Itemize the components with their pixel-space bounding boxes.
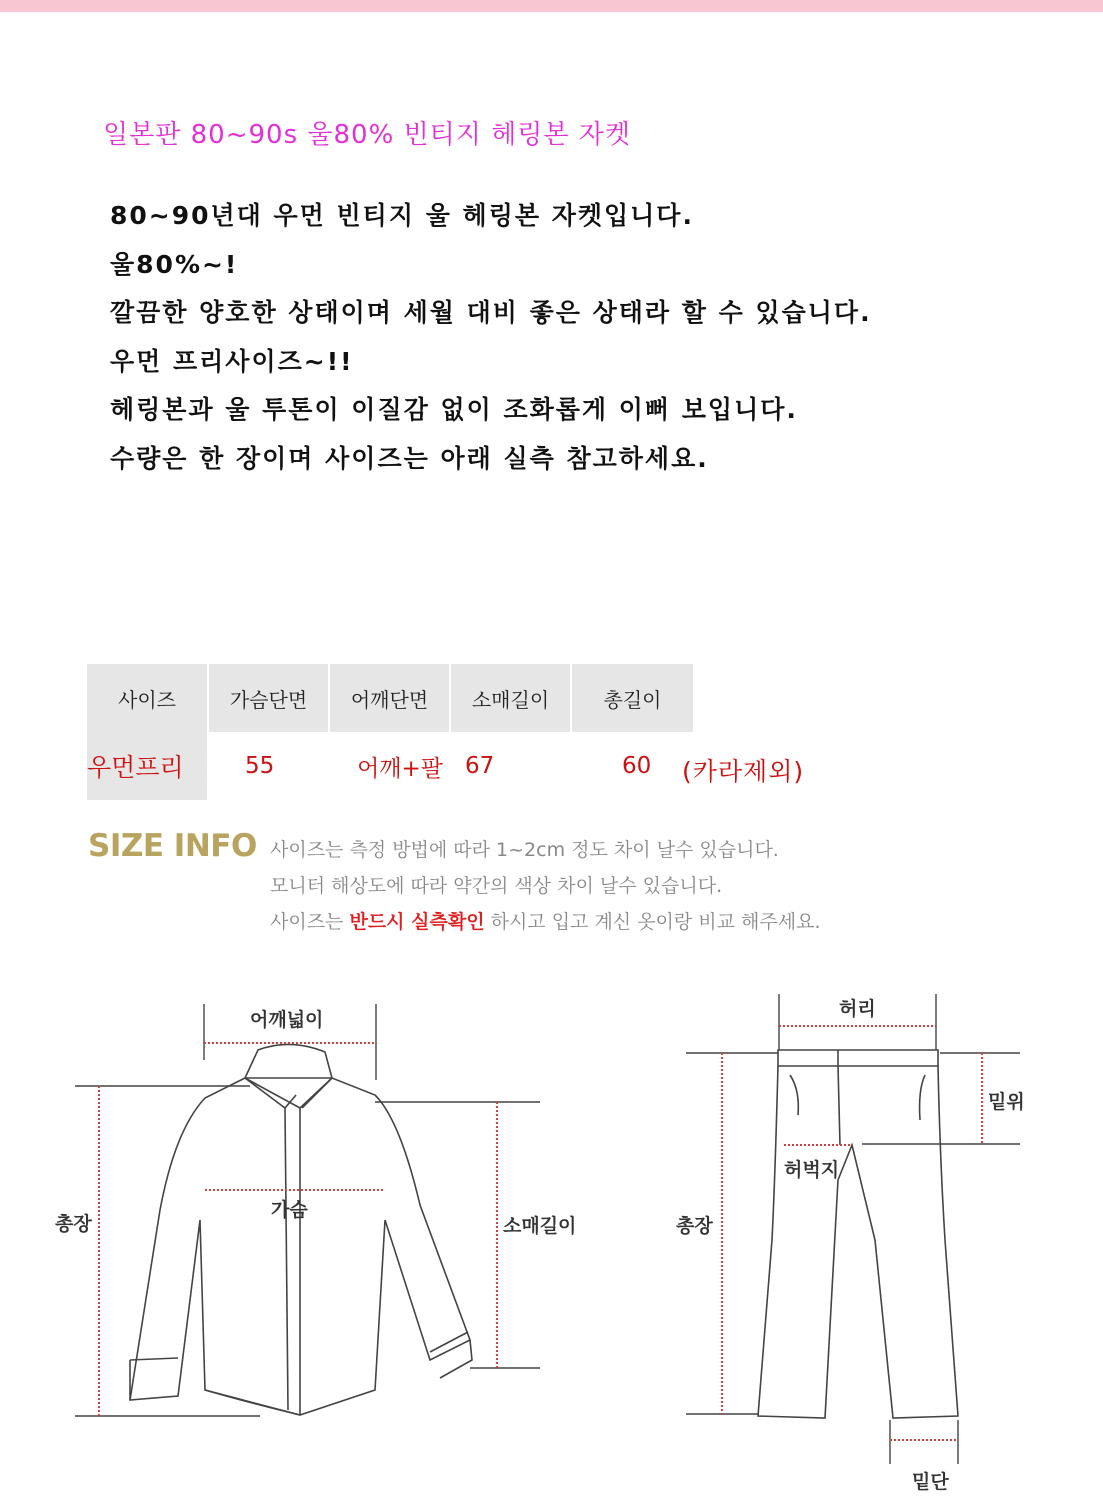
- product-description: [110, 192, 872, 483]
- size-cell: 우먼프리: [87, 732, 208, 800]
- size-table-header: 가슴단면: [208, 664, 329, 732]
- size-table-row: [87, 732, 694, 800]
- diagram-label-sleeve: 소매길이: [503, 1215, 577, 1237]
- pants-measure-lines: [686, 994, 1020, 1464]
- description-line: 헤링본과 울 투톤이 이질감 없이 조화롭게 이뻐 보입니다.: [110, 395, 798, 424]
- diagram-label-pants-length: 총장: [676, 1215, 713, 1237]
- diagram-label-hem: 밑단: [912, 1471, 949, 1493]
- product-title: 일본판 80~90s 울80% 빈티지 헤링본 자켓: [103, 120, 632, 150]
- size-table-header: 사이즈: [87, 664, 208, 732]
- size-table: [87, 664, 695, 800]
- size-info-notes: [270, 832, 821, 940]
- description-line: 우먼 프리사이즈~!!: [110, 346, 354, 376]
- size-info-text: 하시고 입고 계신 옷이랑 비교 해주세요.: [484, 911, 821, 933]
- size-info-title: SIZE INFO: [88, 828, 257, 864]
- size-cell: 55: [208, 732, 329, 800]
- diagram-label-rise: 밑위: [988, 1091, 1025, 1113]
- size-table-header: 총길이: [571, 664, 694, 732]
- diagram-label-chest: 가슴: [271, 1199, 308, 1221]
- pants-illustration: [758, 1050, 958, 1418]
- size-table-header-row: [87, 664, 694, 732]
- size-info-line: 모니터 해상도에 따라 약간의 색상 차이 날수 있습니다.: [270, 875, 723, 897]
- diagram-label-total-length: 총장: [55, 1213, 92, 1235]
- size-table-header: 어깨단면: [329, 664, 450, 732]
- size-info-line: 사이즈는 측정 방법에 따라 1~2cm 정도 차이 날수 있습니다.: [270, 839, 779, 861]
- size-cell: 60: [571, 732, 694, 800]
- diagram-label-thigh: 허벅지: [784, 1159, 840, 1181]
- size-cell: 67: [450, 732, 571, 800]
- size-info-highlight: 반드시 실측확인: [349, 911, 485, 933]
- measurement-diagram: [0, 980, 1103, 1500]
- size-cell: 어깨+팔: [329, 732, 450, 800]
- shirt-illustration: [130, 1044, 472, 1415]
- description-line: 수량은 한 장이며 사이즈는 아래 실측 참고하세요.: [110, 443, 709, 473]
- description-line: 깔끔한 양호한 상태이며 세월 대비 좋은 상태라 할 수 있습니다.: [110, 298, 872, 327]
- size-table-header: 소매길이: [450, 664, 571, 732]
- size-info-line: [270, 904, 821, 940]
- size-note: (카라제외): [682, 757, 805, 786]
- description-line: 80~90년대 우먼 빈티지 울 헤링본 자켓입니다.: [110, 201, 694, 230]
- diagram-label-shoulder: 어깨넓이: [250, 1009, 324, 1031]
- size-info-text: 사이즈는: [270, 911, 350, 933]
- top-accent-bar: [0, 0, 1103, 12]
- description-line: 울80%~!: [110, 249, 239, 279]
- diagram-label-waist: 허리: [839, 998, 876, 1020]
